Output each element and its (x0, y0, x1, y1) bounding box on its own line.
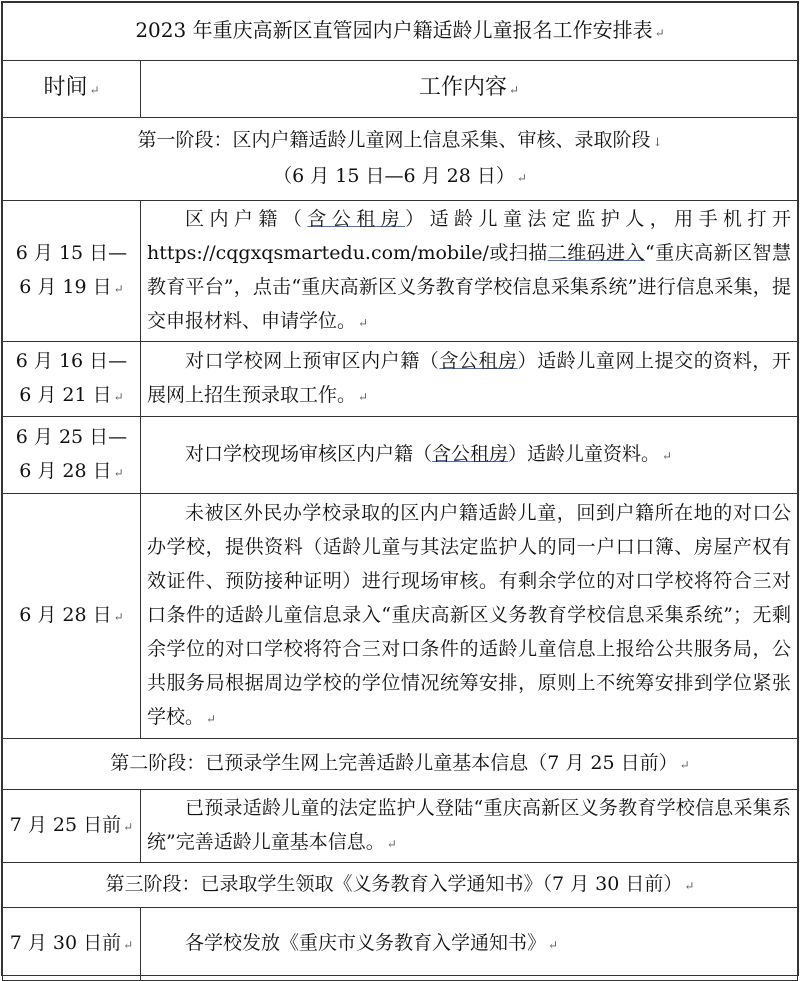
stage-3-heading: 第三阶段：已录取学生领取《义务教育入学通知书》（7 月 30 日前） ↵ (3, 863, 798, 908)
row-date: 6 月 28 日 ↵ (3, 494, 141, 739)
row-content: 区内户籍（含公租房）适龄儿童法定监护人，用手机打开 https://cqgxqsmartedu.com/mobile/或扫描二维码进入“重庆高新区智慧教育平台”，点击“重庆高新区义务教育学校信息采集系统”进行信息采集，提交申报材料、申请学位。 ↵ (141, 201, 798, 342)
row-content: 各学校发放《重庆市义务教育入学通知书》 ↵ (141, 908, 798, 981)
row-date: 7 月 25 日前 ↵ (3, 790, 141, 863)
row-date: 6 月 15 日— 6 月 19 日 ↵ (3, 201, 141, 342)
row-content: 对口学校现场审核区内户籍（含公租房）适龄儿童资料。 ↵ (141, 417, 798, 494)
header-content: 工作内容 ↵ (141, 61, 798, 118)
schedule-table (2, 2, 798, 981)
stage-1-heading: 第一阶段：区内户籍适龄儿童网上信息采集、审核、录取阶段 ↓ （6 月 15 日—6 月 28 日） ↵ (3, 118, 798, 201)
table-row (3, 417, 798, 494)
row-date: 7 月 30 日前 ↵ (3, 908, 141, 981)
table-row (3, 201, 798, 342)
row-content: 已预录适龄儿童的法定监护人登陆“重庆高新区义务教育学校信息采集系统”完善适龄儿童基本信息。 ↵ (141, 790, 798, 863)
row-date: 6 月 16 日— 6 月 21 日 ↵ (3, 342, 141, 417)
row-content: 未被区外民办学校录取的区内户籍适龄儿童，回到户籍所在地的对口公办学校，提供资料（适龄儿童与其法定监护人的同一户口口簿、房屋产权有效证件、预防接种证明）进行现场审核。有剩余学位的对口学校将符合三对口条件的适龄儿童信息录入“重庆高新区义务教育学校信息采集系统”；无剩余学位的对口学校将符合三对口条件的适龄儿童信息上报给公共服务局，公共服务局根据周边学校的学位情况统筹安排，原则上不统筹安排到学位紧张学校。 ↵ (141, 494, 798, 739)
enrollment-schedule-sheet (1, 1, 799, 976)
table-row (3, 494, 798, 739)
row-date: 6 月 25 日— 6 月 28 日 ↵ (3, 417, 141, 494)
table-row (3, 342, 798, 417)
table-row (3, 908, 798, 981)
header-time: 时间 ↵ (3, 61, 141, 118)
row-content: 对口学校网上预审区内户籍（含公租房）适龄儿童网上提交的资料，开展网上招生预录取工作。 ↵ (141, 342, 798, 417)
stage-2-heading: 第二阶段：已预录学生网上完善适龄儿童基本信息（7 月 25 日前） ↵ (3, 739, 798, 790)
table-title: 2023 年重庆高新区直管园内户籍适龄儿童报名工作安排表 ↵ (3, 3, 798, 61)
table-row (3, 790, 798, 863)
